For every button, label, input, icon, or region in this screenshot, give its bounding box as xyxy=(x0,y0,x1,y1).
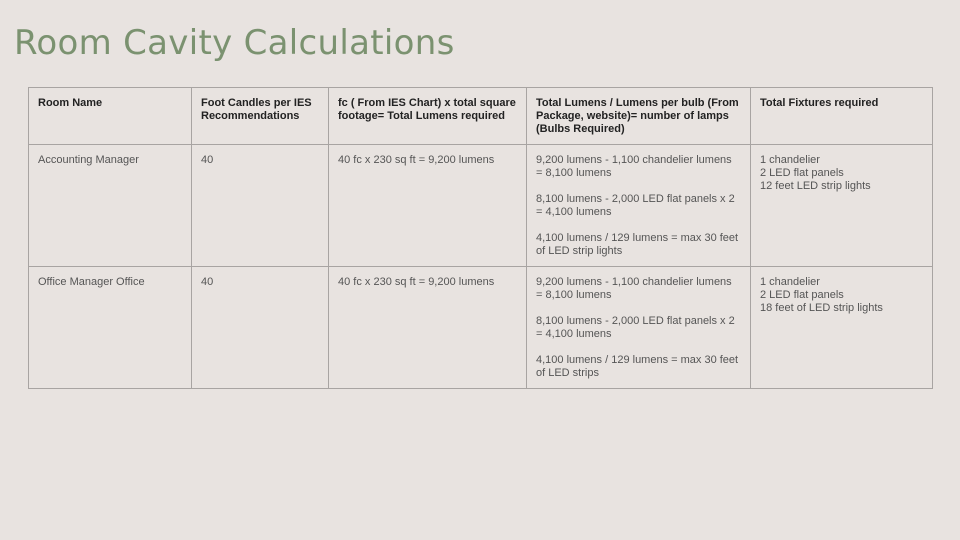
lamp-calc-step: 8,100 lumens - 2,000 LED flat panels x 2 = 4,100 lumens xyxy=(536,193,735,218)
header-lamps-required: Total Lumens / Lumens per bulb (From Package, website)= number of lamps (Bulbs Required) xyxy=(527,88,751,145)
fixture-item: 12 feet LED strip lights xyxy=(760,180,871,192)
table-row xyxy=(29,267,933,389)
fixture-item: 1 chandelier xyxy=(760,276,820,288)
lamp-calc-step: 4,100 lumens / 129 lumens = max 30 feet of LED strip lights xyxy=(536,232,739,257)
lamp-calc-step: 8,100 lumens - 2,000 LED flat panels x 2 = 4,100 lumens xyxy=(536,315,735,340)
slide-title: Room Cavity Calculations xyxy=(14,23,455,63)
fixture-item: 2 LED flat panels xyxy=(760,167,844,179)
header-total-fixtures: Total Fixtures required xyxy=(751,88,933,145)
cell-foot-candles: 40 xyxy=(192,267,329,389)
cell-total-lumens: 40 fc x 230 sq ft = 9,200 lumens xyxy=(329,267,527,389)
cell-fixtures xyxy=(751,267,933,389)
cell-room-name: Accounting Manager xyxy=(29,145,192,267)
fixture-item: 1 chandelier xyxy=(760,154,820,166)
fixture-item: 18 feet of LED strip lights xyxy=(760,302,883,314)
header-total-lumens: fc ( From IES Chart) x total square footage= Total Lumens required xyxy=(329,88,527,145)
cell-lamp-calculations xyxy=(527,145,751,267)
cell-lamp-calculations xyxy=(527,267,751,389)
cell-fixtures xyxy=(751,145,933,267)
table-row xyxy=(29,145,933,267)
lamp-calc-step: 4,100 lumens / 129 lumens = max 30 feet of LED strips xyxy=(536,354,739,379)
cell-room-name: Office Manager Office xyxy=(29,267,192,389)
room-cavity-table xyxy=(28,87,933,389)
fixture-item: 2 LED flat panels xyxy=(760,289,844,301)
lamp-calc-step: 9,200 lumens - 1,100 chandelier lumens = 8,100 lumens xyxy=(536,276,732,301)
lamp-calc-step: 9,200 lumens - 1,100 chandelier lumens = 8,100 lumens xyxy=(536,154,732,179)
header-foot-candles: Foot Candles per IES Recommendations xyxy=(192,88,329,145)
table-header-row xyxy=(29,88,933,145)
cell-total-lumens: 40 fc x 230 sq ft = 9,200 lumens xyxy=(329,145,527,267)
cell-foot-candles: 40 xyxy=(192,145,329,267)
header-room-name: Room Name xyxy=(29,88,192,145)
